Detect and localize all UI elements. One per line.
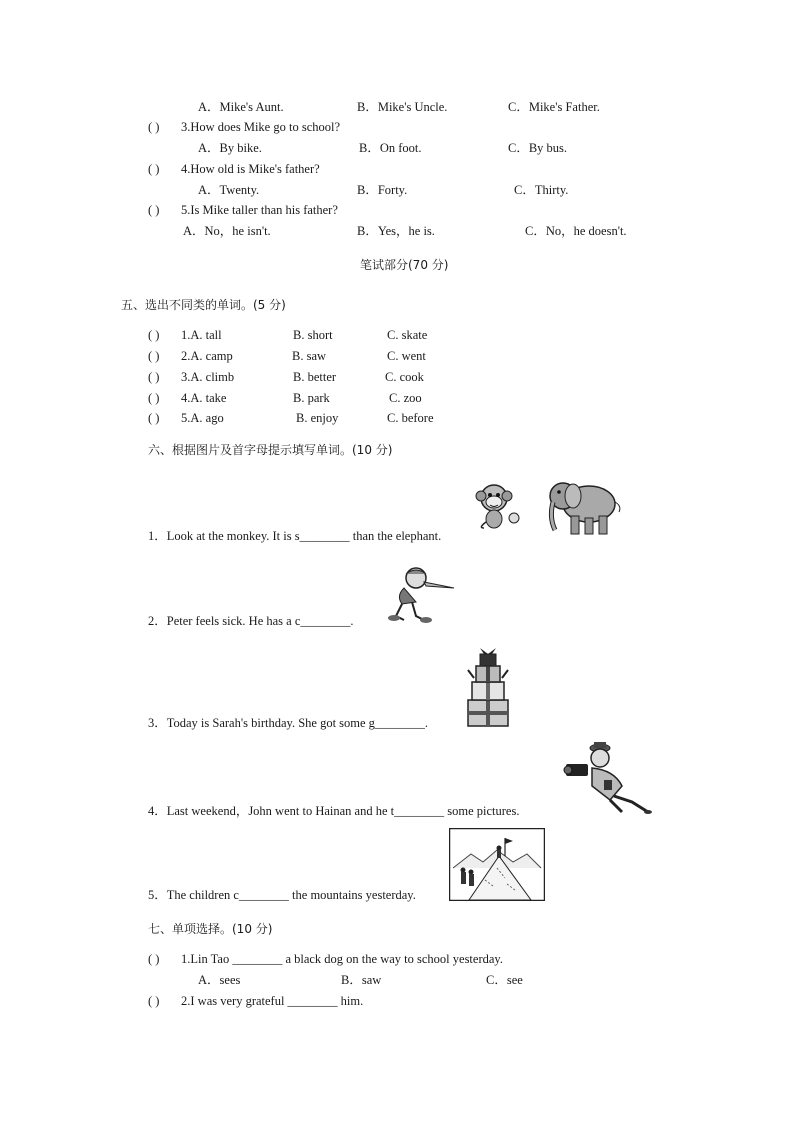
s5-q4-paren[interactable]: ( ) — [148, 391, 160, 405]
s7-q1-option-b: B．saw — [341, 973, 382, 987]
s5-q3-option-b: B. better — [293, 370, 337, 384]
mountain-climbing-icon — [449, 828, 545, 901]
q3-stem: 3.How does Mike go to school? — [181, 120, 341, 134]
s5-q2-option-c: C. went — [387, 349, 426, 363]
s5-q5-stem: 5.A. ago — [181, 411, 224, 425]
sick-boy-icon — [382, 566, 458, 624]
q4-answer-paren[interactable]: ( ) — [148, 162, 160, 176]
q4-stem: 4.How old is Mike's father? — [181, 162, 320, 176]
s5-q3-paren[interactable]: ( ) — [148, 370, 160, 384]
q2-option-a: A．Mike's Aunt. — [198, 100, 284, 114]
s5-q2-paren[interactable]: ( ) — [148, 349, 160, 363]
section6-title: 六、根据图片及首字母提示填写单词。(10 分) — [148, 443, 393, 457]
s6-q2-text: 2．Peter feels sick. He has a c________. — [148, 614, 354, 628]
s6-q5-text: 5．The children c________ the mountains yesterday. — [148, 888, 416, 902]
s7-q1-option-a: A．sees — [198, 973, 241, 987]
s7-q1-option-c: C．see — [486, 973, 523, 987]
s5-q1-paren[interactable]: ( ) — [148, 328, 160, 342]
monkey-icon — [474, 478, 522, 530]
s5-q2-option-b: B. saw — [292, 349, 327, 363]
s6-q3-text: 3．Today is Sarah's birthday. She got some g________. — [148, 716, 429, 730]
q5-option-b: B．Yes，he is. — [357, 224, 435, 238]
s7-q1-stem: 1.Lin Tao ________ a black dog on the way to school yesterday. — [181, 952, 503, 966]
s5-q3-stem: 3.A. climb — [181, 370, 235, 384]
s5-q4-stem: 4.A. take — [181, 391, 227, 405]
q4-option-c: C．Thirty. — [514, 183, 569, 197]
written-section-header: 笔试部分(70 分) — [360, 258, 449, 272]
s7-q2-paren[interactable]: ( ) — [148, 994, 160, 1008]
s7-q2-stem: 2.I was very grateful ________ him. — [181, 994, 364, 1008]
q3-option-a: A．By bike. — [198, 141, 262, 155]
s5-q3-option-c: C. cook — [385, 370, 424, 384]
s5-q4-option-b: B. park — [293, 391, 330, 405]
q2-option-b: B．Mike's Uncle. — [357, 100, 448, 114]
gifts-icon — [462, 648, 514, 728]
s5-q1-stem: 1.A. tall — [181, 328, 222, 342]
s6-q1-text: 1．Look at the monkey. It is s________ than the elephant. — [148, 529, 442, 543]
s5-q5-option-b: B. enjoy — [296, 411, 339, 425]
s5-q2-stem: 2.A. camp — [181, 349, 233, 363]
elephant-icon — [545, 476, 623, 538]
section7-title: 七、单项选择。(10 分) — [148, 922, 273, 936]
s5-q5-option-c: C. before — [387, 411, 434, 425]
s5-q4-option-c: C. zoo — [389, 391, 422, 405]
q3-option-b: B．On foot. — [359, 141, 422, 155]
q5-answer-paren[interactable]: ( ) — [148, 203, 160, 217]
q3-answer-paren[interactable]: ( ) — [148, 120, 160, 134]
s5-q1-option-b: B. short — [293, 328, 333, 342]
q3-option-c: C．By bus. — [508, 141, 568, 155]
q4-option-a: A．Twenty. — [198, 183, 260, 197]
q5-stem: 5.Is Mike taller than his father? — [181, 203, 338, 217]
section5-title: 五、选出不同类的单词。(5 分) — [121, 298, 286, 312]
s5-q5-paren[interactable]: ( ) — [148, 411, 160, 425]
s6-q4-text: 4．Last weekend，John went to Hainan and he t________ some pictures. — [148, 804, 520, 818]
q4-option-b: B．Forty. — [357, 183, 408, 197]
s5-q1-option-c: C. skate — [387, 328, 428, 342]
photographer-icon — [562, 742, 652, 816]
q2-option-c: C．Mike's Father. — [508, 100, 600, 114]
q5-option-c: C．No，he doesn't. — [525, 224, 627, 238]
s7-q1-paren[interactable]: ( ) — [148, 952, 160, 966]
q5-option-a: A．No，he isn't. — [183, 224, 271, 238]
